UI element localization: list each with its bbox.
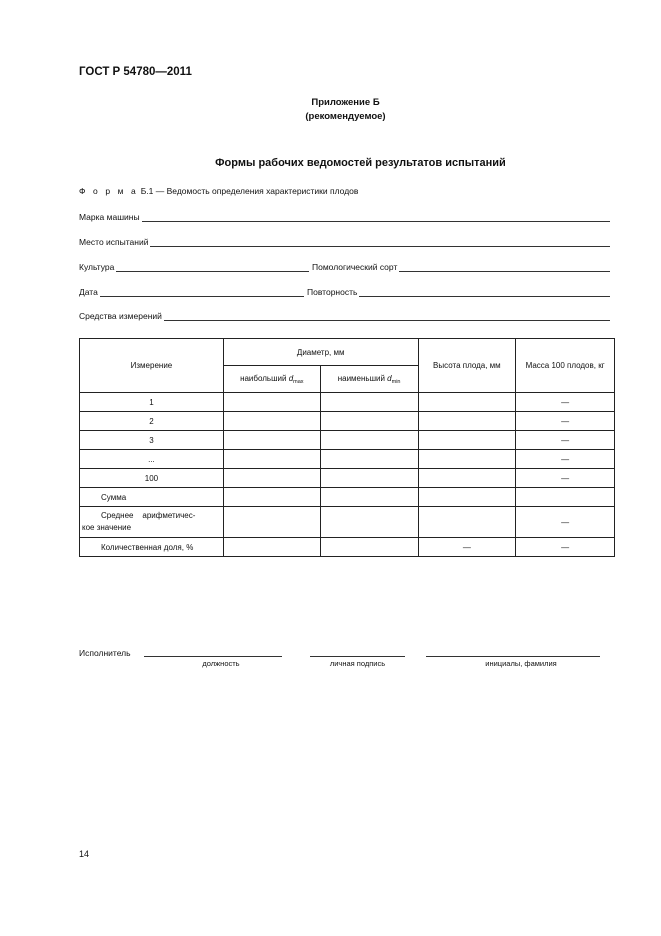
annex-heading — [0, 96, 661, 124]
signature-line — [310, 656, 405, 657]
mean-row — [80, 507, 615, 538]
mean-label-line2: кое значение — [82, 523, 132, 532]
cell-d-min — [320, 412, 418, 431]
cell-d-max — [223, 450, 320, 469]
signature-caption: личная подпись — [329, 659, 386, 668]
sum-row — [80, 488, 615, 507]
form-label: Ф о р м а — [79, 186, 139, 196]
cell-height — [418, 507, 516, 538]
form-dash: — — [155, 186, 165, 196]
position-caption: должность — [202, 659, 240, 668]
crop-field — [79, 258, 309, 272]
instruments-label: Средства измерений — [79, 311, 162, 321]
date-label: Дата — [79, 287, 98, 297]
diameter-max-label: наибольший — [240, 373, 287, 383]
table-row — [80, 431, 615, 450]
sum-label: Сумма — [80, 488, 224, 507]
mean-label — [80, 507, 224, 538]
test-location-line — [150, 236, 610, 247]
form-description: Ведомость определения характеристики плодов — [166, 186, 359, 196]
cell-d-max — [223, 538, 320, 557]
mean-label-line1: Среднее арифметичес- — [101, 511, 196, 520]
cell-d-max — [223, 431, 320, 450]
variety-label: Помологический сорт — [312, 262, 398, 272]
crop-line — [116, 261, 309, 272]
section-title: Формы рабочих ведомостей результатов испытаний — [215, 157, 506, 169]
form-caption — [79, 186, 358, 196]
share-label: Количественная доля, % — [80, 538, 224, 557]
cell-mass: — — [516, 507, 615, 538]
annex-status: (рекомендуемое) — [305, 111, 386, 122]
machine-brand-label: Марка машины — [79, 212, 140, 222]
cell-mass: — — [516, 538, 615, 557]
date-field — [79, 283, 304, 297]
cell-mass: — — [516, 469, 615, 488]
row-label: 100 — [80, 469, 224, 488]
table-row — [80, 469, 615, 488]
machine-brand-line — [142, 211, 610, 222]
position-line — [144, 656, 282, 657]
share-row — [80, 538, 615, 557]
row-label: 3 — [80, 431, 224, 450]
diameter-min-header — [320, 366, 418, 393]
table-row — [80, 450, 615, 469]
cell-d-min — [320, 393, 418, 412]
repetition-field — [307, 283, 610, 297]
cell-d-max — [223, 469, 320, 488]
standard-code: ГОСТ Р 54780—2011 — [79, 66, 192, 78]
cell-mass — [516, 488, 615, 507]
header-row — [80, 339, 615, 366]
row-label: 1 — [80, 393, 224, 412]
cell-mass: — — [516, 412, 615, 431]
test-location-field — [79, 233, 610, 247]
mass-100-header: Масса 100 плодов, кг — [516, 339, 615, 393]
diameter-min-label: наименьший — [337, 373, 385, 383]
cell-height: — — [418, 538, 516, 557]
cell-d-max — [223, 488, 320, 507]
crop-label: Культура — [79, 262, 115, 272]
cell-d-max — [223, 507, 320, 538]
diameter-max-header — [223, 366, 320, 393]
table-row — [80, 412, 615, 431]
test-location-label: Место испытаний — [79, 237, 149, 247]
variety-line — [399, 261, 610, 272]
form-number: Б.1 — [140, 186, 154, 196]
cell-d-min — [320, 431, 418, 450]
row-label: 2 — [80, 412, 224, 431]
cell-height — [418, 450, 516, 469]
annex-title: Приложение Б — [311, 97, 380, 108]
repetition-line — [359, 286, 610, 297]
executor-label: Исполнитель — [79, 648, 131, 658]
cell-d-max — [223, 412, 320, 431]
measurement-header: Измерение — [80, 339, 224, 393]
cell-height — [418, 469, 516, 488]
date-line — [100, 286, 304, 297]
cell-d-max — [223, 393, 320, 412]
cell-d-min — [320, 538, 418, 557]
cell-d-min — [320, 450, 418, 469]
row-label: ... — [80, 450, 224, 469]
repetition-label: Повторность — [307, 287, 358, 297]
page-number: 14 — [79, 849, 90, 859]
cell-mass: — — [516, 450, 615, 469]
cell-height — [418, 393, 516, 412]
sub-min: min — [391, 378, 401, 385]
machine-brand-field — [79, 208, 610, 222]
variety-field — [312, 258, 610, 272]
cell-height — [418, 412, 516, 431]
cell-height — [418, 431, 516, 450]
fruit-height-header: Высота плода, мм — [418, 339, 516, 393]
instruments-line — [164, 310, 610, 321]
instruments-field — [79, 307, 610, 321]
cell-mass: — — [516, 431, 615, 450]
results-table — [79, 338, 615, 557]
name-caption: инициалы, фамилия — [485, 659, 557, 668]
cell-mass: — — [516, 393, 615, 412]
cell-d-min — [320, 469, 418, 488]
diameter-header: Диаметр, мм — [223, 339, 418, 366]
cell-d-min — [320, 488, 418, 507]
cell-d-min — [320, 507, 418, 538]
cell-height — [418, 488, 516, 507]
diameter-max-symbol: d — [288, 373, 294, 383]
name-line — [426, 656, 600, 657]
diameter-min-symbol: d — [387, 373, 392, 383]
sub-max: max — [293, 378, 304, 385]
table-row — [80, 393, 615, 412]
